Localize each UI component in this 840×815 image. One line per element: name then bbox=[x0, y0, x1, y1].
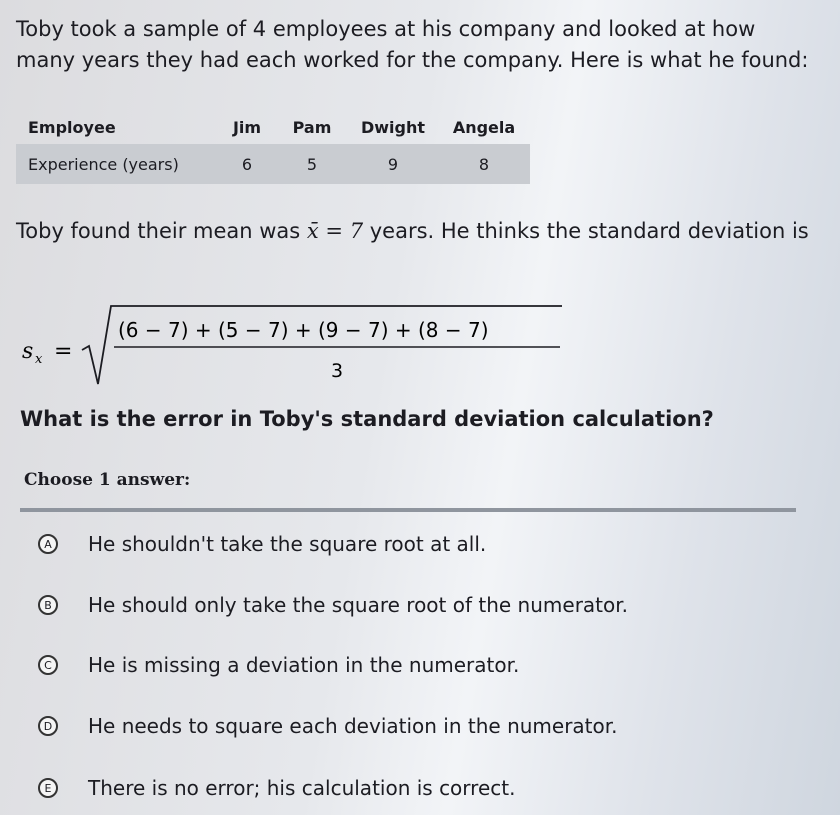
formula-lhs: s bbox=[22, 339, 34, 364]
table-header-row bbox=[16, 110, 530, 144]
choice-text: There is no error; his calculation is correct. bbox=[88, 776, 516, 800]
answer-choice-a[interactable] bbox=[38, 527, 486, 561]
table-header-label: Employee bbox=[28, 117, 116, 137]
table-header-cell: Angela bbox=[452, 117, 516, 137]
mean-text-before: Toby found their mean was bbox=[16, 219, 307, 243]
table-header-cell: Pam bbox=[292, 117, 332, 137]
choice-text: He needs to square each deviation in the numerator. bbox=[88, 714, 618, 738]
choose-label: Choose 1 answer: bbox=[24, 470, 191, 490]
answer-choice-e[interactable] bbox=[38, 771, 515, 805]
table-header-cell: Dwight bbox=[360, 117, 426, 137]
mean-text-after: years. He thinks the standard deviation is bbox=[363, 219, 809, 243]
formula-numerator: (6 − 7) + (5 − 7) + (9 − 7) + (8 − 7) bbox=[118, 318, 489, 342]
table-cell: 5 bbox=[276, 144, 348, 184]
table-cell: 6 bbox=[218, 144, 276, 184]
table-row-label: Experience (years) bbox=[16, 144, 218, 184]
experience-table bbox=[16, 110, 530, 184]
table-row bbox=[16, 144, 530, 184]
choice-text: He is missing a deviation in the numerator. bbox=[88, 653, 520, 677]
choice-text: He should only take the square root of the numerator. bbox=[88, 593, 628, 617]
table-cell: 9 bbox=[348, 144, 438, 184]
formula-equals: = bbox=[54, 339, 73, 364]
choice-letter-badge: C bbox=[38, 655, 58, 675]
choice-letter-badge: A bbox=[38, 534, 58, 554]
answer-choice-c[interactable] bbox=[38, 648, 519, 682]
choice-letter-badge: D bbox=[38, 716, 58, 736]
formula-subscript: x bbox=[35, 352, 43, 367]
mean-statement bbox=[16, 214, 816, 248]
answer-choice-d[interactable] bbox=[38, 709, 618, 743]
sd-formula bbox=[20, 300, 580, 390]
choice-letter-badge: B bbox=[38, 595, 58, 615]
table-header-cell: Jim bbox=[232, 117, 262, 137]
question-text: What is the error in Toby's standard deviation calculation? bbox=[20, 407, 714, 431]
mean-symbol: x̄ = 7 bbox=[306, 219, 364, 243]
choice-letter-badge: E bbox=[38, 778, 58, 798]
table-cell: 8 bbox=[438, 144, 530, 184]
choice-text: He shouldn't take the square root at all. bbox=[88, 532, 487, 556]
answer-choice-b[interactable] bbox=[38, 588, 628, 622]
formula-denominator: 3 bbox=[331, 360, 344, 382]
divider bbox=[20, 508, 796, 512]
problem-intro: Toby took a sample of 4 employees at his company and looked at how many years they had each worked for the company. Here is what he found: bbox=[16, 17, 809, 72]
